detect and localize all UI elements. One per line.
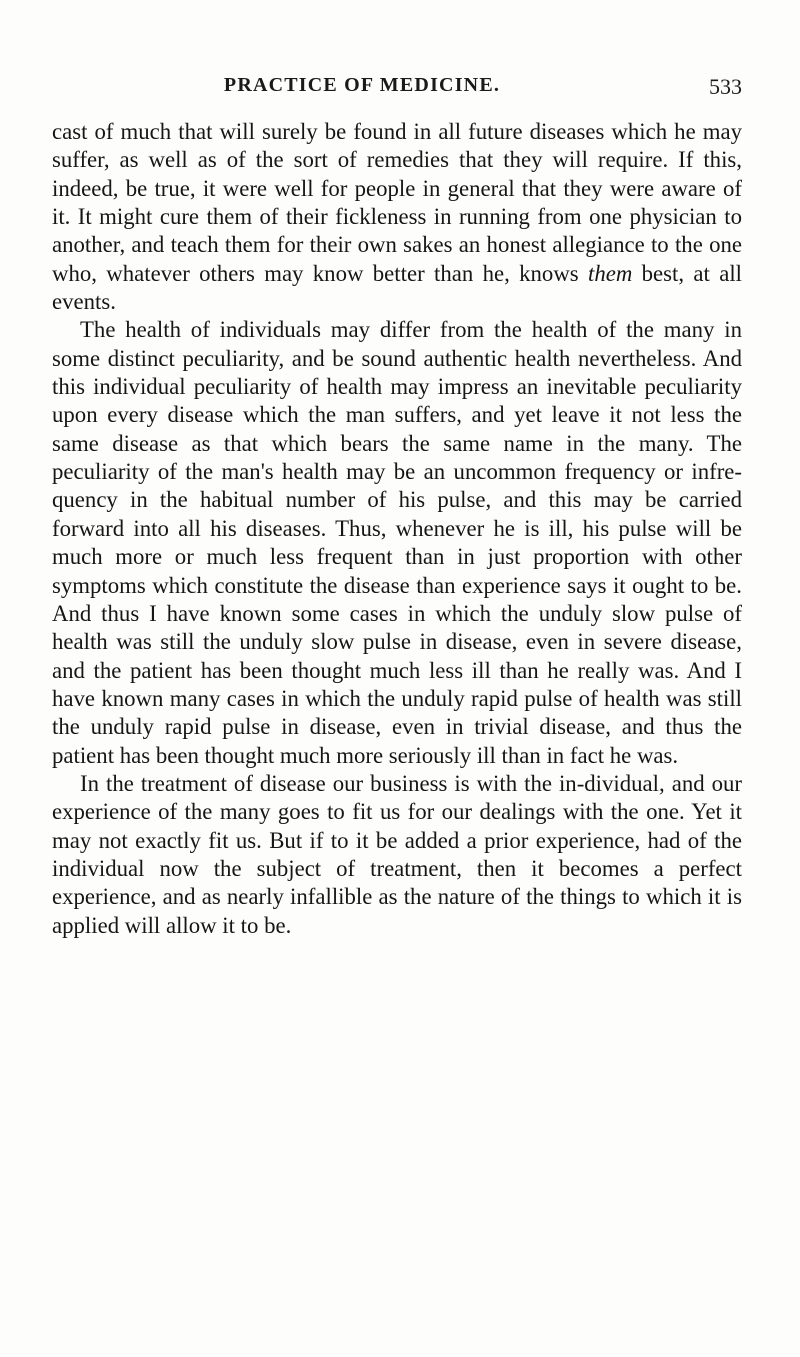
running-head (52, 74, 742, 104)
paragraph-2: The health of individuals may differ from the health of the many in some distinct peculiarity, and be sound authentic health nevertheless. And this individual peculiarity of health may impress an inevitable peculiarity upon every disease which the man suffers, and yet leave it not less the same disease as that which bears the same name in the many. The peculiarity of the man's health may be an uncommon frequency or infre-quency in the habitual number of his pulse, and this may be carried forward into all his diseases. Thus, whenever he is ill, his pulse will be much more or much less frequent than in just proportion with other symptoms which constitute the disease than experience says it ought to be. And thus I have known some cases in which the unduly slow pulse of health was still the unduly slow pulse in disease, even in severe disease, and the patient has been thought much less ill than he really was. And I have known many cases in which the unduly rapid pulse of health was still the unduly rapid pulse in disease, even in trivial disease, and thus the patient has been thought much more seriously ill than in fact he was. (52, 317, 742, 768)
paragraph-1-text-end: best, at all events. (52, 260, 742, 315)
paragraph-3: In the treatment of disease our business is with the in-dividual, and our experience of the many goes to fit us for our dealings with the one. Yet it may not exactly fit us. But if to it be added a prior experience, had of the individual now the subject of treatment, then it becomes a perfect experience, and as nearly infallible as the nature of the things to which it is applied will allow it to be. (52, 770, 742, 938)
page-number: 533 (709, 74, 742, 99)
emphasized-word: them (588, 260, 633, 286)
body-text (52, 118, 742, 940)
paragraph-1 (52, 118, 742, 316)
running-title: PRACTICE OF MEDICINE. (223, 74, 501, 96)
paragraph-1-text-start: cast of much that will surely be found in all future diseases which he may suffer, as well as of the sort of remedies that they will require. If this, indeed, be true, it were well for people in general that they were aware of it. It might cure them of their fickleness in running from one physician to another, and teach them for their own sakes an honest allegiance to the one who, whatever others may know better than he, knows (52, 119, 742, 286)
